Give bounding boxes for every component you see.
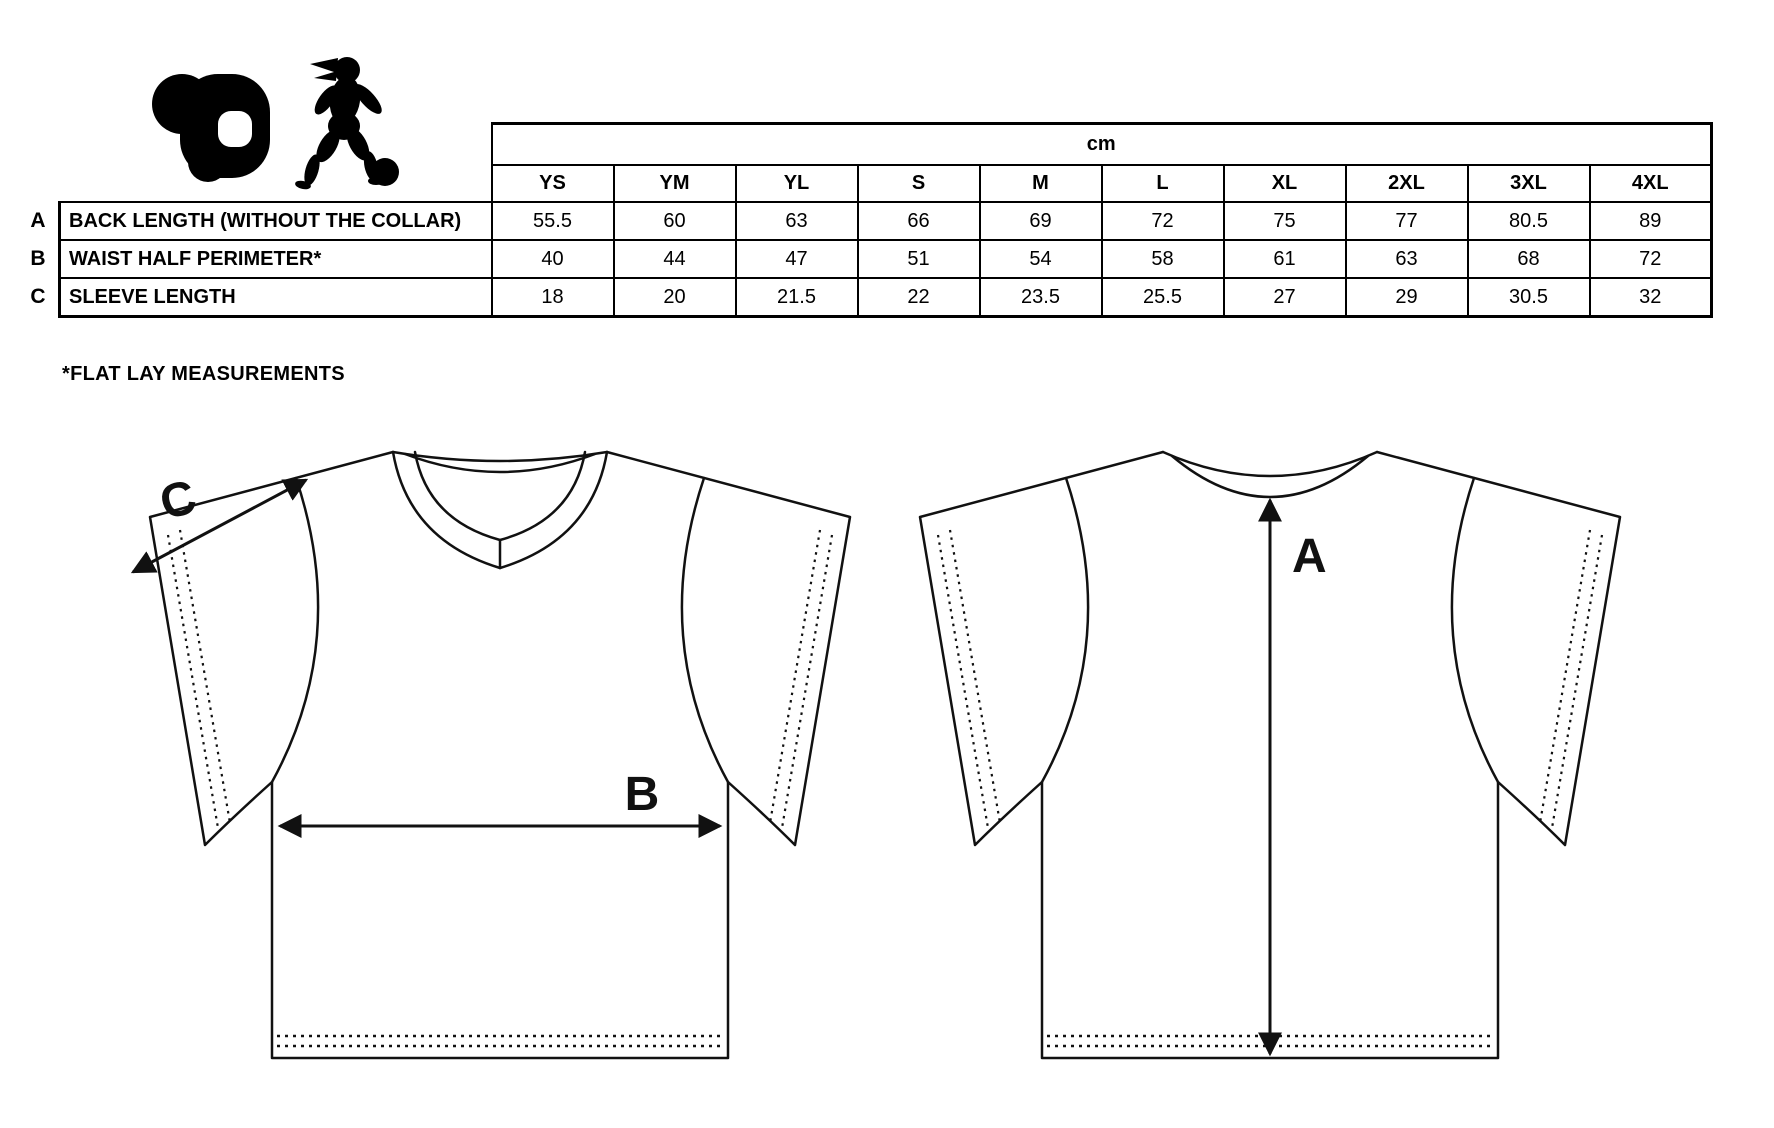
size-col-l: L bbox=[1102, 165, 1224, 202]
cell-b-s: 51 bbox=[858, 240, 980, 278]
front-armhole-right bbox=[682, 478, 728, 782]
blank-corner-cell bbox=[60, 124, 492, 166]
cell-b-3xl: 68 bbox=[1468, 240, 1590, 278]
row-key-b: B bbox=[30, 247, 46, 270]
cell-b-ys: 40 bbox=[492, 240, 614, 278]
cell-b-2xl: 63 bbox=[1346, 240, 1468, 278]
size-col-s: S bbox=[858, 165, 980, 202]
front-hem-stitching bbox=[277, 1036, 723, 1046]
cell-a-s: 66 bbox=[858, 202, 980, 240]
cell-a-ym: 60 bbox=[614, 202, 736, 240]
cell-c-ym: 20 bbox=[614, 278, 736, 317]
cell-c-xl: 27 bbox=[1224, 278, 1346, 317]
cell-a-2xl: 77 bbox=[1346, 202, 1468, 240]
back-armhole-left bbox=[1042, 478, 1088, 782]
flat-lay-note: *FLAT LAY MEASUREMENTS bbox=[62, 363, 345, 385]
front-shirt-sketch bbox=[150, 452, 850, 1058]
unit-header-row bbox=[60, 124, 1712, 166]
front-vneck-outer-left bbox=[393, 452, 500, 568]
cell-c-3xl: 30.5 bbox=[1468, 278, 1590, 317]
dimension-annotations bbox=[133, 480, 1270, 1054]
dimension-labels bbox=[154, 470, 1327, 821]
cell-c-m: 23.5 bbox=[980, 278, 1102, 317]
cell-c-s: 22 bbox=[858, 278, 980, 317]
front-vneck-outer-right bbox=[500, 452, 607, 568]
cell-b-yl: 47 bbox=[736, 240, 858, 278]
size-col-ym: YM bbox=[614, 165, 736, 202]
size-col-3xl: 3XL bbox=[1468, 165, 1590, 202]
size-chart-table bbox=[58, 122, 1713, 318]
front-sleeve-stitching bbox=[168, 530, 832, 828]
size-header-row bbox=[60, 165, 1712, 202]
blank-corner-cell bbox=[60, 165, 492, 202]
garment-diagram bbox=[0, 385, 1774, 1128]
cell-c-4xl: 32 bbox=[1590, 278, 1712, 317]
table-row-back-length bbox=[60, 202, 1712, 240]
size-col-xl: XL bbox=[1224, 165, 1346, 202]
table-row-sleeve bbox=[60, 278, 1712, 317]
row-key-a: A bbox=[30, 209, 46, 232]
cell-b-4xl: 72 bbox=[1590, 240, 1712, 278]
row-label-back-length: BACK LENGTH (WITHOUT THE COLLAR) bbox=[60, 202, 492, 240]
cell-c-ys: 18 bbox=[492, 278, 614, 317]
cell-c-2xl: 29 bbox=[1346, 278, 1468, 317]
cell-a-xl: 75 bbox=[1224, 202, 1346, 240]
cell-a-m: 69 bbox=[980, 202, 1102, 240]
table-row-waist bbox=[60, 240, 1712, 278]
cell-a-3xl: 80.5 bbox=[1468, 202, 1590, 240]
cell-a-ys: 55.5 bbox=[492, 202, 614, 240]
label-a: A bbox=[1292, 530, 1327, 583]
size-col-m: M bbox=[980, 165, 1102, 202]
cell-a-yl: 63 bbox=[736, 202, 858, 240]
size-col-ys: YS bbox=[492, 165, 614, 202]
unit-header: cm bbox=[492, 124, 1712, 166]
row-label-sleeve: SLEEVE LENGTH bbox=[60, 278, 492, 317]
cell-a-l: 72 bbox=[1102, 202, 1224, 240]
size-col-2xl: 2XL bbox=[1346, 165, 1468, 202]
cell-b-l: 58 bbox=[1102, 240, 1224, 278]
cell-c-yl: 21.5 bbox=[736, 278, 858, 317]
size-col-4xl: 4XL bbox=[1590, 165, 1712, 202]
label-c: C bbox=[154, 470, 203, 531]
row-label-waist: WAIST HALF PERIMETER* bbox=[60, 240, 492, 278]
label-b: B bbox=[624, 768, 660, 821]
back-armhole-right bbox=[1452, 478, 1498, 782]
cell-b-m: 54 bbox=[980, 240, 1102, 278]
cell-b-ym: 44 bbox=[614, 240, 736, 278]
cell-b-xl: 61 bbox=[1224, 240, 1346, 278]
cell-c-l: 25.5 bbox=[1102, 278, 1224, 317]
cell-a-4xl: 89 bbox=[1590, 202, 1712, 240]
row-key-c: C bbox=[30, 285, 46, 308]
front-armhole-left bbox=[272, 478, 318, 782]
size-col-yl: YL bbox=[736, 165, 858, 202]
